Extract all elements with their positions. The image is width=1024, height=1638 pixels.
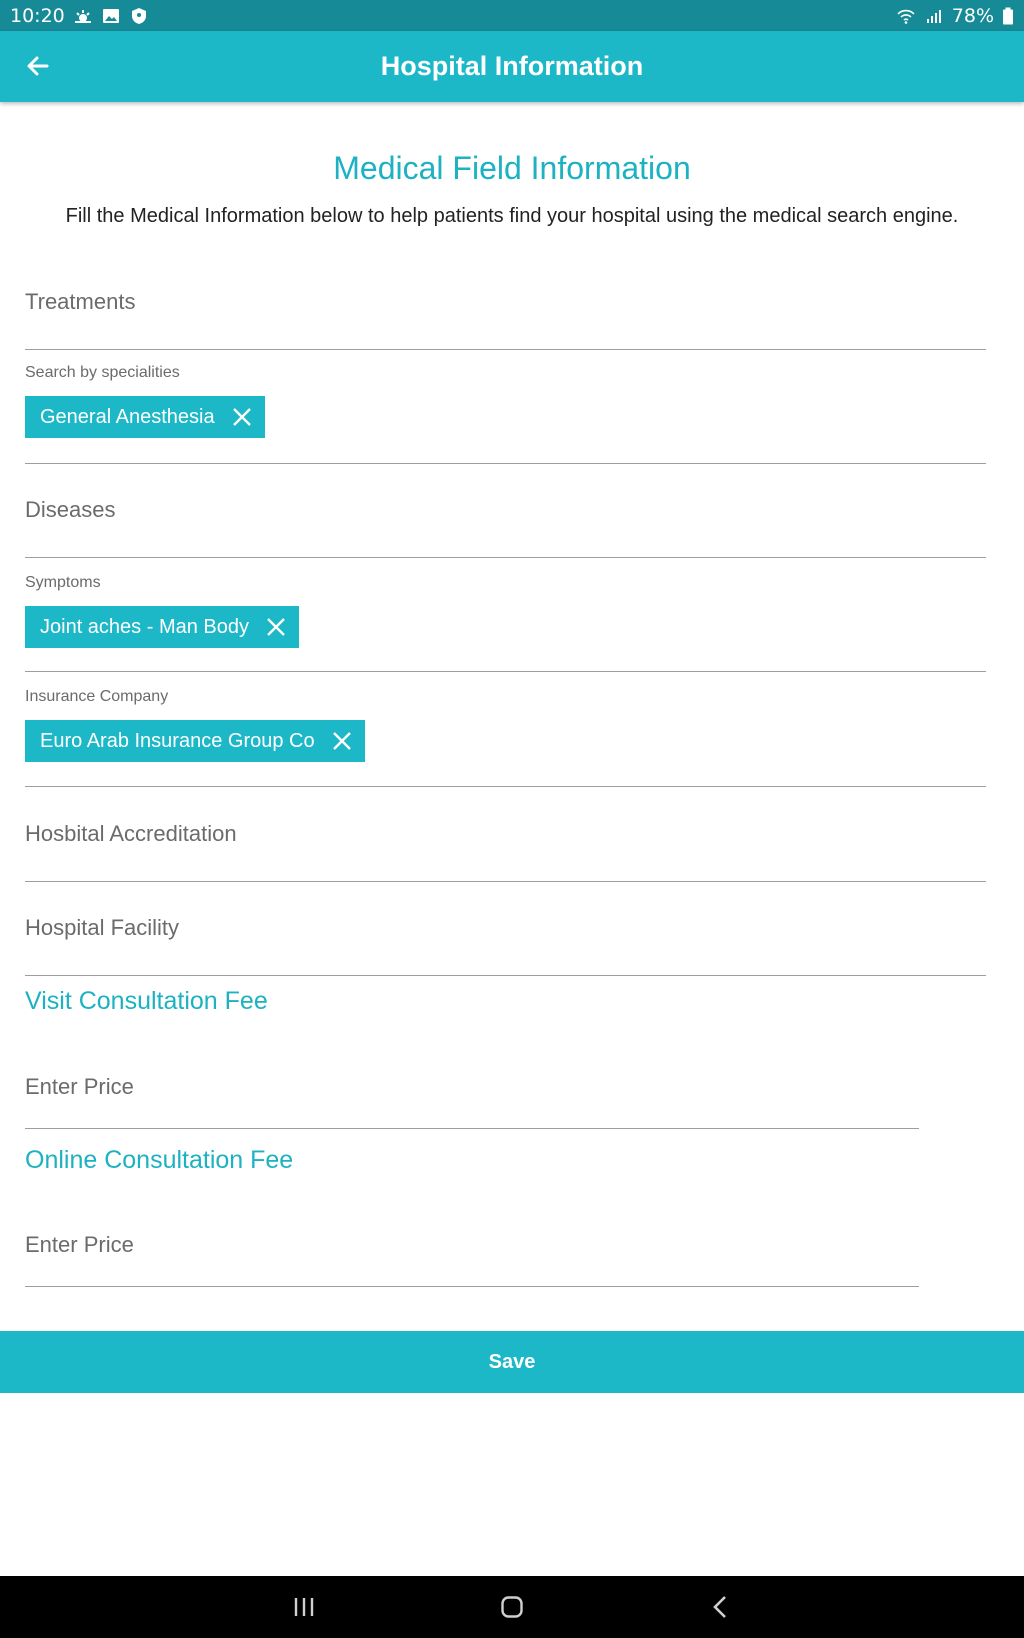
symptoms-label: Symptoms — [25, 574, 101, 591]
status-right — [896, 5, 1014, 27]
arrow-left-icon — [25, 53, 51, 79]
symptoms-field[interactable] — [25, 558, 986, 672]
visit-price-input[interactable] — [25, 1040, 919, 1129]
close-icon — [266, 617, 286, 637]
visit-price-placeholder: Enter Price — [25, 1074, 134, 1099]
close-icon — [332, 731, 352, 751]
facility-field[interactable] — [25, 882, 986, 976]
gallery-icon — [101, 7, 121, 25]
insurance-chip — [25, 720, 365, 762]
facility-placeholder: Hospital Facility — [25, 915, 180, 940]
back-icon — [711, 1595, 729, 1619]
speciality-chip — [25, 396, 265, 438]
specialities-label: Search by specialities — [25, 364, 180, 381]
diseases-field[interactable] — [25, 464, 986, 558]
online-price-placeholder: Enter Price — [25, 1232, 134, 1257]
battery-percent: 78% — [951, 4, 994, 27]
page-title: Hospital Information — [380, 51, 644, 81]
app-bar — [0, 31, 1024, 102]
battery-icon — [1002, 7, 1014, 25]
signal-icon — [924, 7, 944, 25]
treatments-placeholder: Treatments — [25, 289, 136, 314]
status-left — [10, 5, 149, 27]
insurance-chip-label: Euro Arab Insurance Group Co — [40, 729, 315, 752]
chip-close-button[interactable] — [263, 614, 289, 640]
back-button[interactable] — [20, 48, 56, 84]
recents-button[interactable] — [274, 1582, 334, 1632]
accreditation-placeholder: Hosbital Accreditation — [25, 821, 237, 846]
home-icon — [500, 1595, 524, 1619]
recents-icon — [292, 1596, 316, 1618]
chip-close-button[interactable] — [229, 404, 255, 430]
insurance-field[interactable] — [25, 672, 986, 787]
status-bar — [0, 0, 1024, 31]
weather-icon — [73, 7, 93, 25]
close-icon — [232, 407, 252, 427]
save-button[interactable]: Save — [0, 1331, 1024, 1393]
section-description: Fill the Medical Information below to help patients find your hospital using the medical search engine. — [65, 205, 959, 227]
status-time: 10:20 — [10, 4, 65, 27]
section-title: Medical Field Information — [333, 150, 691, 186]
accreditation-field[interactable] — [25, 787, 986, 882]
online-fee-title: Online Consultation Fee — [25, 1146, 294, 1174]
shield-icon — [129, 7, 149, 25]
treatments-field[interactable] — [25, 270, 986, 350]
wifi-icon — [896, 7, 916, 25]
home-button[interactable] — [482, 1582, 542, 1632]
speciality-chip-label: General Anesthesia — [40, 405, 215, 428]
specialities-field[interactable] — [25, 350, 986, 464]
symptom-chip — [25, 606, 299, 648]
online-price-input[interactable] — [25, 1198, 919, 1287]
diseases-placeholder: Diseases — [25, 497, 116, 522]
nav-back-button[interactable] — [690, 1582, 750, 1632]
chip-close-button[interactable] — [329, 728, 355, 754]
insurance-label: Insurance Company — [25, 688, 169, 705]
symptom-chip-label: Joint aches - Man Body — [40, 615, 249, 638]
visit-fee-title: Visit Consultation Fee — [25, 987, 268, 1015]
system-nav-bar — [0, 1576, 1024, 1638]
